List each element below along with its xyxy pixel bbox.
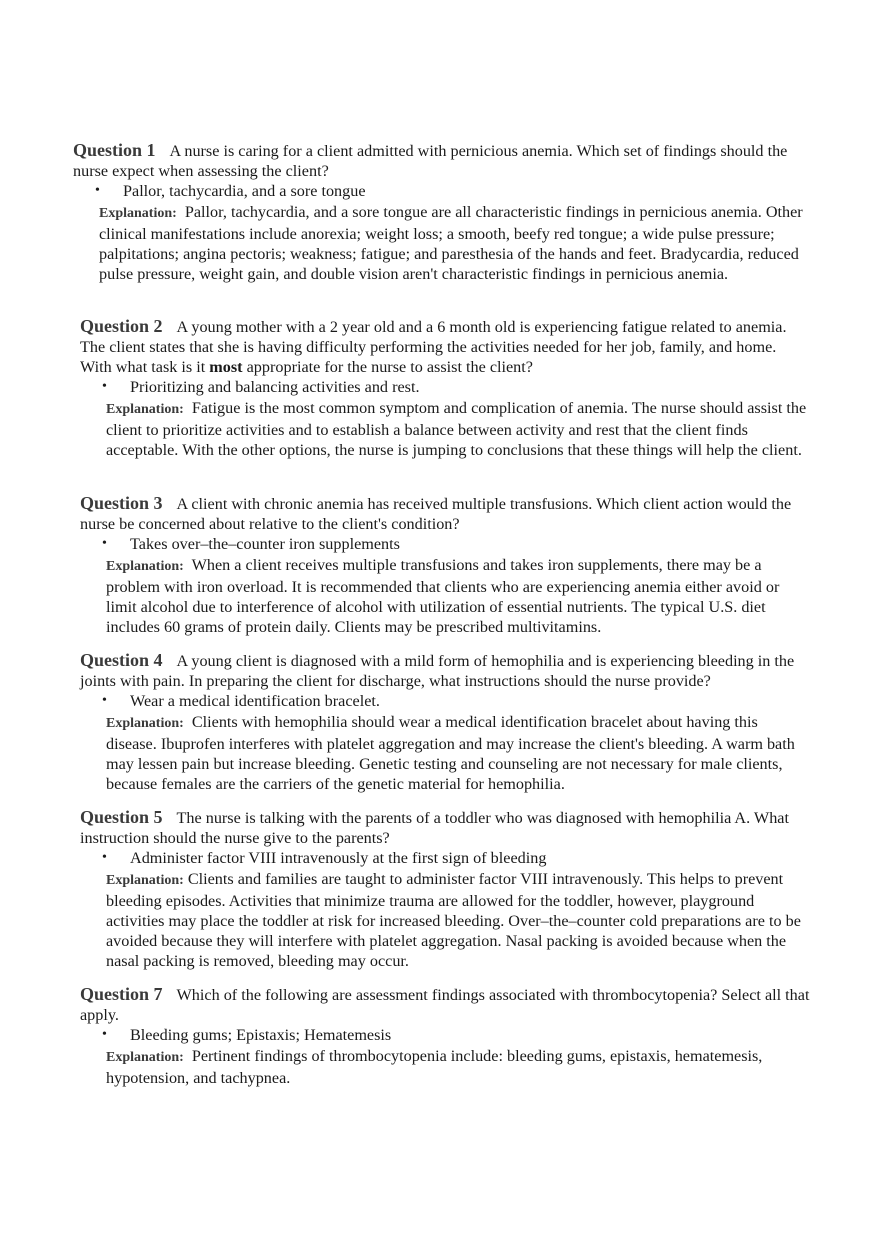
explanation-label: Explanation: (106, 873, 184, 888)
question-stem (73, 140, 803, 181)
question-label: Question 2 (80, 316, 163, 336)
explanation-text: Clients and families are taught to administer factor VIII intravenously. This helps to prevent bleeding episodes. Activities that minimize trauma are allowed for the toddler, however, playground activities may place the toddler at risk for increased bleeding. Over–the–counter cold preparations are to be avoided because they will interfere with platelet aggregation. Nasal packing is avoided because when the nasal packing is removed, bleeding may occur. (106, 870, 801, 970)
bullet-icon: • (95, 183, 100, 198)
bullet-icon: • (102, 1027, 107, 1042)
question-4 (80, 650, 810, 794)
question-1 (73, 140, 803, 284)
answer-item (102, 848, 810, 868)
question-stem (80, 493, 810, 534)
explanation (106, 869, 810, 971)
explanation (106, 555, 810, 637)
answer-text: Pallor, tachycardia, and a sore tongue (123, 182, 366, 200)
answer-text: Takes over–the–counter iron supplements (130, 535, 400, 553)
question-text: A young mother with a 2 year old and a 6 month old is experiencing fatigue related to anemia. The client states that she is having difficulty performing the activities needed for her job, family, and home. With what task is it (80, 318, 787, 376)
question-label: Question 1 (73, 140, 156, 160)
answer-text: Prioritizing and balancing activities and rest. (130, 378, 420, 396)
question-text-end: appropriate for the nurse to assist the client? (246, 358, 533, 376)
explanation-label: Explanation: (106, 559, 184, 574)
explanation-label: Explanation: (106, 402, 184, 417)
question-2 (80, 316, 810, 460)
explanation-label: Explanation: (106, 716, 184, 731)
question-label: Question 5 (80, 807, 163, 827)
question-stem (80, 316, 810, 377)
question-stem (80, 650, 810, 691)
answer-item (102, 377, 810, 397)
question-label: Question 7 (80, 984, 163, 1004)
question-text: A client with chronic anemia has received multiple transfusions. Which client action would the nurse be concerned about relative to the client's condition? (80, 495, 792, 533)
explanation-text: Pallor, tachycardia, and a sore tongue are all characteristic findings in pernicious anemia. Other clinical manifestations include anorexia; weight loss; a smooth, beefy red tongue; a wide pulse pressure; palpitations; angina pectoris; weakness; fatigue; and paresthesia of the hands and feet. Bradycardia, reduced pulse pressure, weight gain, and double vision aren't characteristic findings in pernicious anemia. (99, 203, 803, 283)
explanation (106, 712, 810, 794)
explanation (106, 1046, 810, 1088)
question-text: Which of the following are assessment findings associated with thrombocytopenia? Select all that apply. (80, 986, 810, 1024)
explanation-text: Clients with hemophilia should wear a medical identification bracelet about having this disease. Ibuprofen interferes with platelet aggregation and may increase the client's bleeding. A warm bath may lessen pain but increase bleeding. Genetic testing and counseling are not necessary for male clients, because females are the carriers of the genetic material for hemophilia. (106, 713, 795, 793)
answer-text: Administer factor VIII intravenously at the first sign of bleeding (130, 849, 547, 867)
question-emphasis: most (209, 358, 243, 376)
explanation-label: Explanation: (106, 1050, 184, 1065)
question-text: The nurse is talking with the parents of a toddler who was diagnosed with hemophilia A. What instruction should the nurse give to the parents? (80, 809, 789, 847)
bullet-icon: • (102, 536, 107, 551)
explanation (99, 202, 803, 284)
bullet-icon: • (102, 379, 107, 394)
question-text: A young client is diagnosed with a mild form of hemophilia and is experiencing bleeding in the joints with pain. In preparing the client for discharge, what instructions should the nurse provide? (80, 652, 795, 690)
explanation-label: Explanation: (99, 206, 177, 221)
bullet-icon: • (102, 693, 107, 708)
explanation-text: Pertinent findings of thrombocytopenia include: bleeding gums, epistaxis, hematemesis, hypotension, and tachypnea. (106, 1047, 763, 1087)
answer-text: Wear a medical identification bracelet. (130, 692, 380, 710)
question-label: Question 3 (80, 493, 163, 513)
question-3 (80, 493, 810, 637)
explanation-text: When a client receives multiple transfusions and takes iron supplements, there may be a problem with iron overload. It is recommended that clients who are experiencing anemia either avoid or limit alcohol due to interference of alcohol with utilization of essential nutrients. The typical U.S. diet includes 60 grams of protein daily. Clients may be prescribed multivitamins. (106, 556, 780, 636)
answer-item (102, 534, 810, 554)
question-stem (80, 984, 810, 1025)
explanation (106, 398, 810, 460)
bullet-icon: • (102, 850, 107, 865)
question-stem (80, 807, 810, 848)
question-7 (80, 984, 810, 1088)
answer-item (102, 1025, 810, 1045)
answer-item (95, 181, 803, 201)
answer-item (102, 691, 810, 711)
question-5 (80, 807, 810, 971)
answer-text: Bleeding gums; Epistaxis; Hematemesis (130, 1026, 392, 1044)
question-text: A nurse is caring for a client admitted with pernicious anemia. Which set of findings should the nurse expect when assessing the client? (73, 142, 788, 180)
explanation-text: Fatigue is the most common symptom and complication of anemia. The nurse should assist the client to prioritize activities and to establish a balance between activity and rest that the client finds acceptable. With the other options, the nurse is jumping to conclusions that these things will help the client. (106, 399, 807, 459)
question-label: Question 4 (80, 650, 163, 670)
